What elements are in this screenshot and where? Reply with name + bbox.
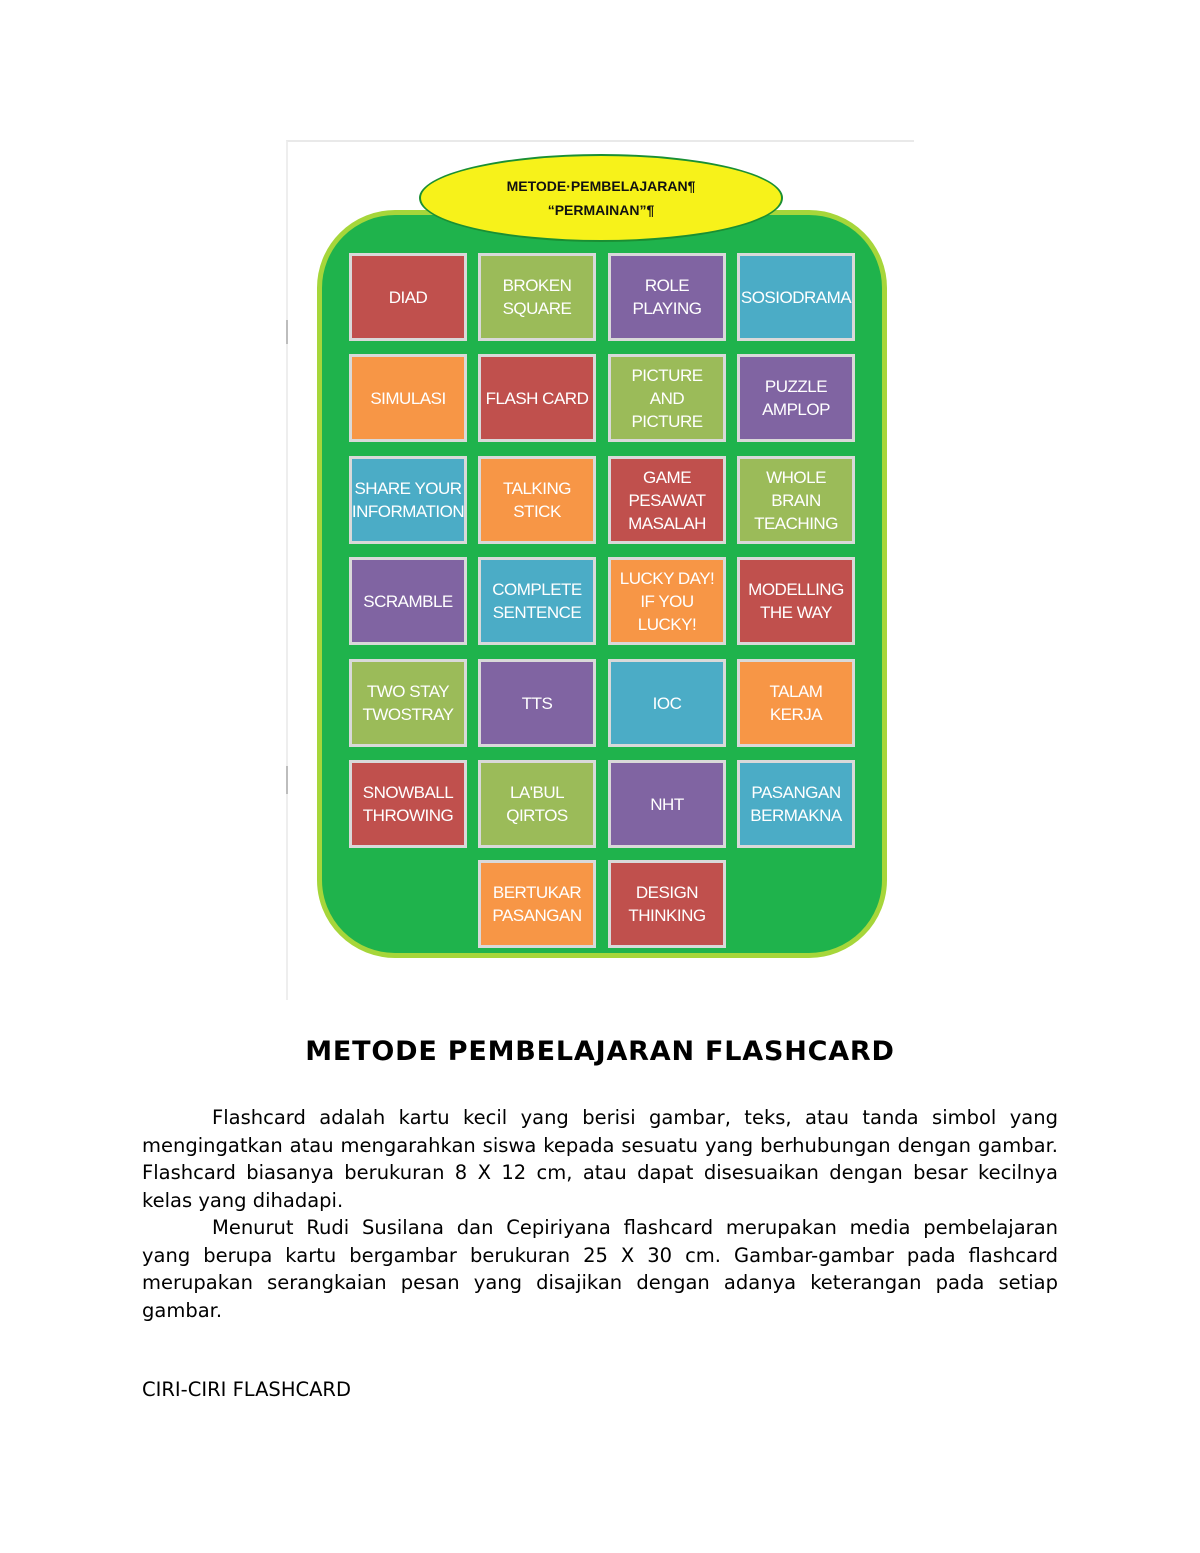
method-tile: BERTUKAR PASANGAN (478, 860, 596, 948)
method-tile: IOC (608, 659, 726, 747)
method-tile: SHARE YOUR INFORMATION (349, 456, 467, 544)
scan-speck (286, 766, 288, 794)
scan-speck (286, 320, 288, 344)
method-tile: FLASH CARD (478, 354, 596, 442)
method-tile: GAME PESAWAT MASALAH (608, 456, 726, 544)
page-heading: METODE PEMBELAJARAN FLASHCARD (305, 1036, 895, 1067)
figure-title-line1: METODE·PEMBELAJARAN¶ (506, 178, 696, 194)
method-tile: ROLE PLAYING (608, 253, 726, 341)
method-tile: LUCKY DAY! IF YOU LUCKY! (608, 557, 726, 645)
method-tile: TWO STAY TWOSTRAY (349, 659, 467, 747)
method-tile: LA'BUL QIRTOS (478, 760, 596, 848)
paragraph-definition: Flashcard adalah kartu kecil yang berisi gambar, teks, atau tanda simbol yang mengingatkan atau mengarahkan siswa kepada sesuatu yang berhubungan dengan gambar. Flashcard biasanya berukuran 8 X 12 cm, atau dapat disesuaikan dengan besar kecilnya kelas yang dihadapi. (142, 1106, 1058, 1212)
method-tile: PICTURE AND PICTURE (608, 354, 726, 442)
method-tile: SNOWBALL THROWING (349, 760, 467, 848)
method-tile: SCRAMBLE (349, 557, 467, 645)
section-subheading: CIRI-CIRI FLASHCARD (142, 1378, 351, 1401)
method-tile: MODELLING THE WAY (737, 557, 855, 645)
method-tile: PUZZLE AMPLOP (737, 354, 855, 442)
paragraph-opinion: Menurut Rudi Susilana dan Cepiriyana flashcard merupakan media pembelajaran yang berupa kartu bergambar berukuran 25 X 30 cm. Gambar-gambar pada flashcard merupakan serangkaian pesan yang disajikan dengan adanya keterangan pada setiap gambar. (142, 1216, 1058, 1322)
method-tile: BROKEN SQUARE (478, 253, 596, 341)
method-tile: DESIGN THINKING (608, 860, 726, 948)
methods-figure (286, 140, 914, 1000)
method-tile: COMPLETE SENTENCE (478, 557, 596, 645)
method-tile: NHT (608, 760, 726, 848)
method-tile: PASANGAN BERMAKNA (737, 760, 855, 848)
method-tile: DIAD (349, 253, 467, 341)
method-tile: TALAM KERJA (737, 659, 855, 747)
method-tile: SOSIODRAMA (737, 253, 855, 341)
method-tile: TALKING STICK (478, 456, 596, 544)
method-tile: SIMULASI (349, 354, 467, 442)
figure-title (419, 154, 783, 242)
figure-title-line2: “PERMAINAN”¶ (547, 202, 655, 218)
method-tile: WHOLE BRAIN TEACHING (737, 456, 855, 544)
method-tile: TTS (478, 659, 596, 747)
